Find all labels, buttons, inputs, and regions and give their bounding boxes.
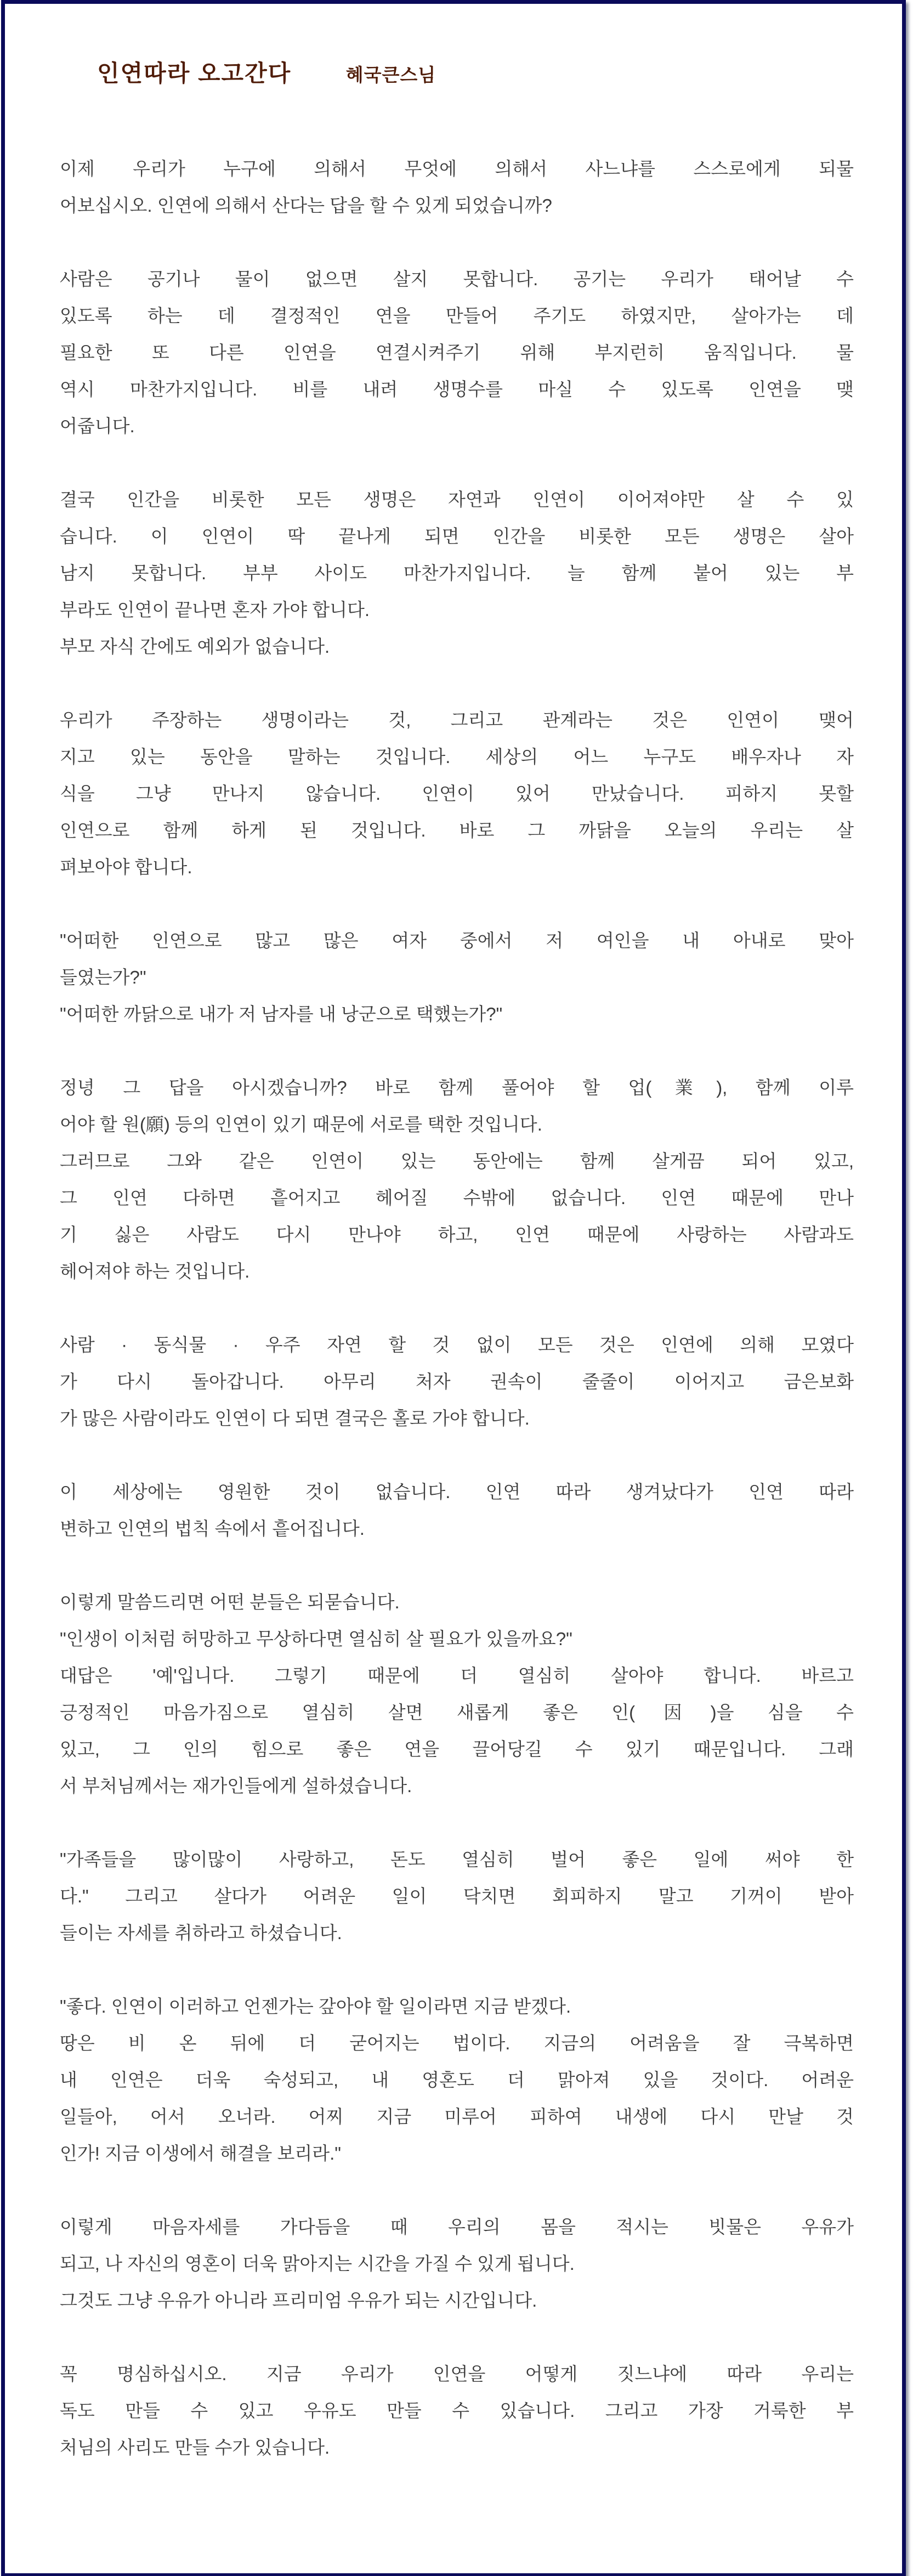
text-line: "좋다. 인연이 이러하고 언젠가는 갚아야 할 일이라면 지금 받겠다. xyxy=(60,1996,571,2016)
paragraph xyxy=(60,150,854,224)
document-frame xyxy=(1,0,906,2576)
text-line: 부라도 인연이 끝나면 혼자 가야 합니다. xyxy=(60,600,370,620)
paragraph xyxy=(60,2355,854,2466)
page-title: 인연따라 오고간다 xyxy=(97,60,292,86)
paragraph xyxy=(60,1473,854,1547)
text-line: 헤어져야 하는 것입니다. xyxy=(60,1261,250,1281)
paragraph xyxy=(60,702,854,885)
text-line: 역시 마찬가지입니다. 비를 내려 생명수를 마실 수 있도록 인연을 맺 xyxy=(60,379,854,399)
text-line: 변하고 인연의 법칙 속에서 흩어집니다. xyxy=(60,1518,365,1539)
text-line: 이렇게 마음자세를 가다듬을 때 우리의 몸을 적시는 빗물은 우유가 xyxy=(60,2217,854,2237)
document-body xyxy=(60,150,854,2466)
text-line: 들였는가?" xyxy=(60,967,146,987)
text-line: 어줍니다. xyxy=(60,416,135,436)
text-line: 이렇게 말씀드리면 어떤 분들은 되묻습니다. xyxy=(60,1592,400,1612)
text-line: 그러므로 그와 같은 인연이 있는 동안에는 함께 살게끔 되어 있고, xyxy=(60,1151,854,1171)
paragraph xyxy=(60,1988,854,2172)
document-header xyxy=(97,60,854,93)
paragraph xyxy=(60,261,854,444)
text-line: 서 부처님께서는 재가인들에게 설하셨습니다. xyxy=(60,1776,412,1796)
text-line: 독도 만들 수 있고 우유도 만들 수 있습니다. 그리고 가장 거룩한 부 xyxy=(60,2400,854,2421)
text-line: "가족들을 많이많이 사랑하고, 돈도 열심히 벌어 좋은 일에 써야 한 xyxy=(60,1849,854,1869)
paragraph xyxy=(60,1069,854,1290)
text-line: 기 싫은 사람도 다시 만나야 하고, 인연 때문에 사랑하는 사람과도 xyxy=(60,1224,854,1245)
paragraph xyxy=(60,1841,854,1951)
paragraph xyxy=(60,1326,854,1437)
author-name: 혜국큰스님 xyxy=(345,65,436,85)
text-line: "어떠한 까닭으로 내가 저 남자를 내 낭군으로 택했는가?" xyxy=(60,1004,503,1024)
text-line: 처님의 사리도 만들 수가 있습니다. xyxy=(60,2437,330,2458)
text-line: 긍정적인 마음가짐으로 열심히 살면 새롭게 좋은 인(因)을 심을 수 xyxy=(60,1702,854,1722)
text-line: 있고, 그 인의 힘으로 좋은 연을 끌어당길 수 있기 때문입니다. 그래 xyxy=(60,1739,854,1759)
text-line: 이제 우리가 누구에 의해서 무엇에 의해서 사느냐를 스스로에게 되물 xyxy=(60,159,854,179)
text-line: 어야 할 원(願) 등의 인연이 있기 때문에 서로를 택한 것입니다. xyxy=(60,1114,542,1134)
text-line: 펴보아야 합니다. xyxy=(60,857,192,877)
document-content xyxy=(5,4,902,2573)
text-line: 다." 그리고 살다가 어려운 일이 닥치면 회피하지 말고 기꺼이 받아 xyxy=(60,1886,854,1906)
text-line: 남지 못합니다. 부부 사이도 마찬가지입니다. 늘 함께 붙어 있는 부 xyxy=(60,563,854,583)
text-line: 부모 자식 간에도 예외가 없습니다. xyxy=(60,636,330,657)
text-line: 습니다. 이 인연이 딱 끝나게 되면 인간을 비롯한 모든 생명은 살아 xyxy=(60,526,854,546)
text-line: 이 세상에는 영원한 것이 없습니다. 인연 따라 생겨났다가 인연 따라 xyxy=(60,1482,854,1502)
text-line: "어떠한 인연으로 많고 많은 여자 중에서 저 여인을 내 아내로 맞아 xyxy=(60,930,854,951)
text-line: 필요한 또 다른 인연을 연결시켜주기 위해 부지런히 움직입니다. 물 xyxy=(60,342,854,363)
text-line: 사람은 공기나 물이 없으면 살지 못합니다. 공기는 우리가 태어날 수 xyxy=(60,269,854,289)
paragraph xyxy=(60,1584,854,1804)
text-line: 가 다시 돌아갑니다. 아무리 처자 권속이 줄줄이 이어지고 금은보화 xyxy=(60,1371,854,1392)
text-line: 그 인연 다하면 흩어지고 헤어질 수밖에 없습니다. 인연 때문에 만나 xyxy=(60,1188,854,1208)
text-line: 인가! 지금 이생에서 해결을 보리라." xyxy=(60,2143,342,2163)
text-line: 지고 있는 동안을 말하는 것입니다. 세상의 어느 누구도 배우자나 자 xyxy=(60,747,854,767)
text-line: 사람 · 동식물 · 우주 자연 할 것 없이 모든 것은 인연에 의해 모였다 xyxy=(60,1335,854,1355)
text-line: 땅은 비 온 뒤에 더 굳어지는 법이다. 지금의 어려움을 잘 극복하면 xyxy=(60,2033,854,2053)
text-line: 일들아, 어서 오너라. 어찌 지금 미루어 피하여 내생에 다시 만날 것 xyxy=(60,2106,854,2127)
paragraph xyxy=(60,922,854,1032)
text-line: 내 인연은 더욱 숙성되고, 내 영혼도 더 맑아져 있을 것이다. 어려운 xyxy=(60,2070,854,2090)
text-line: 있도록 하는 데 결정적인 연을 만들어 주기도 하였지만, 살아가는 데 xyxy=(60,306,854,326)
text-line: 꼭 명심하십시오. 지금 우리가 인연을 어떻게 짓느냐에 따라 우리는 xyxy=(60,2364,854,2384)
text-line: "인생이 이처럼 허망하고 무상하다면 열심히 살 필요가 있을까요?" xyxy=(60,1629,572,1649)
text-line: 들이는 자세를 취하라고 하셨습니다. xyxy=(60,1923,342,1943)
text-line: 대답은 '예'입니다. 그렇기 때문에 더 열심히 살아야 합니다. 바르고 xyxy=(60,1665,854,1686)
text-line: 우리가 주장하는 생명이라는 것, 그리고 관계라는 것은 인연이 맺어 xyxy=(60,710,854,730)
text-line: 정녕 그 답을 아시겠습니까? 바로 함께 풀어야 할 업(業), 함께 이루 xyxy=(60,1077,854,1098)
text-line: 되고, 나 자신의 영혼이 더욱 맑아지는 시간을 가질 수 있게 됩니다. xyxy=(60,2253,575,2274)
paragraph xyxy=(60,481,854,665)
text-line: 식을 그냥 만나지 않습니다. 인연이 있어 만났습니다. 피하지 못할 xyxy=(60,783,854,804)
text-line: 어보십시오. 인연에 의해서 산다는 답을 할 수 있게 되었습니까? xyxy=(60,195,552,216)
text-line: 그것도 그냥 우유가 아니라 프리미엄 우유가 되는 시간입니다. xyxy=(60,2290,537,2311)
paragraph xyxy=(60,2208,854,2319)
text-line: 가 많은 사람이라도 인연이 다 되면 결국은 홀로 가야 합니다. xyxy=(60,1408,530,1428)
text-line: 인연으로 함께 하게 된 것입니다. 바로 그 까닭을 오늘의 우리는 살 xyxy=(60,820,854,840)
text-line: 결국 인간을 비롯한 모든 생명은 자연과 인연이 이어져야만 살 수 있 xyxy=(60,489,854,510)
